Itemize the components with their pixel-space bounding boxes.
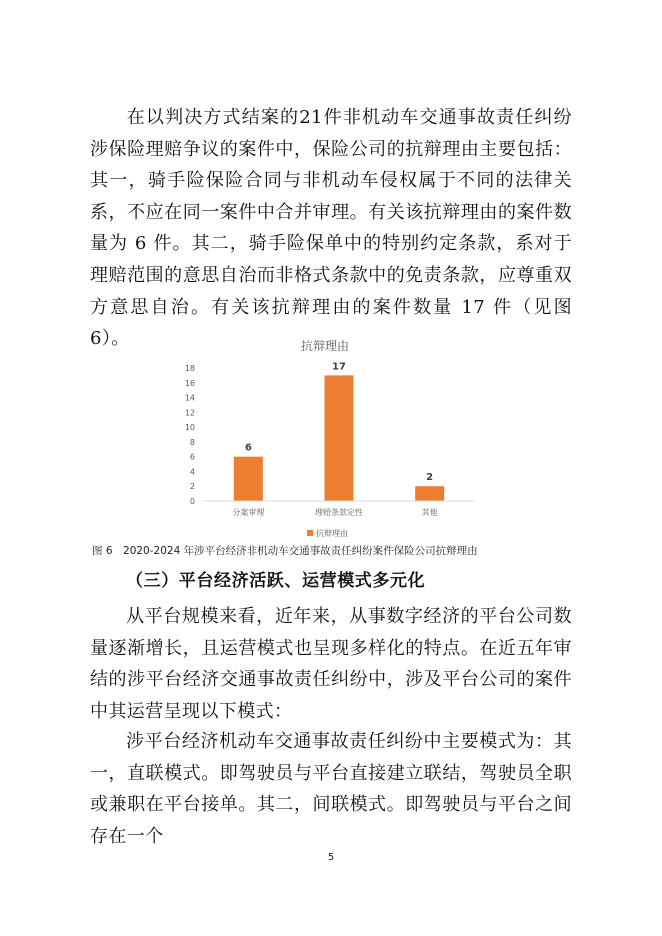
y-tick-label: 4 <box>189 467 195 477</box>
bar <box>415 486 444 501</box>
x-tick-label: 理赔条款定性 <box>315 508 363 517</box>
paragraph-operation-modes <box>90 726 572 852</box>
x-tick-label: 其他 <box>421 508 438 517</box>
bar-data-label: 2 <box>426 472 434 484</box>
y-tick-label: 8 <box>189 437 195 447</box>
section-heading: （三）平台经济活跃、运营模式多元化 <box>126 571 426 591</box>
paragraph-platform-scale <box>90 601 572 727</box>
y-tick-label: 10 <box>184 423 195 433</box>
chart-legend <box>307 528 348 538</box>
legend-swatch <box>307 530 313 536</box>
y-tick-label: 16 <box>184 378 195 388</box>
y-tick-label: 12 <box>184 408 195 418</box>
x-tick-label: 分案审理 <box>232 508 265 517</box>
page-number: 5 <box>327 852 335 863</box>
y-tick-label: 6 <box>189 452 195 462</box>
chart-title: 抗辩理由 <box>300 339 350 353</box>
y-tick-label: 0 <box>189 497 195 506</box>
bar <box>234 457 263 501</box>
figure-caption: 图 6 2020-2024 年涉平台经济非机动车交通事故责任纠纷案件保险公司抗辩理由 <box>92 545 478 557</box>
paragraph-text: 在以判决方式结案的21件非机动车交通事故责任纠纷涉保险理赔争议的案件中，保险公司的抗辩理由主要包括：其一，骑手险保险合同与非机动车侵权属于不同的法律关系，不应在同一案件中合并审理。有关该抗辩理由的案件数量为 6 件。其二，骑手险保单中的特别约定条款，系对于理赔范围的意思自治而非格式条款中的免责条款，应尊重双方意思自治。有关该抗辩理由的案件数量 17 件（见图 6）。 <box>90 107 572 350</box>
paragraph-text: 涉平台经济机动车交通事故责任纠纷中主要模式为：其一，直联模式。即驾驶员与平台直接建立联结，驾驶员全职或兼职在平台接单。其二，间联模式。即驾驶员与平台之间存在一个 <box>90 731 572 847</box>
bar-series <box>234 361 444 501</box>
bar <box>324 375 353 501</box>
paragraph-text: 从平台规模来看，近年来，从事数字经济的平台公司数量逐渐增长，且运营模式也呈现多样化的特点。在近五年审结的涉平台经济交通事故责任纠纷中，涉及平台公司的案件中其运营呈现以下模式： <box>90 606 572 722</box>
x-axis <box>203 501 475 517</box>
paragraph-insurance-defenses <box>90 102 572 355</box>
y-axis <box>185 364 195 506</box>
y-tick-label: 2 <box>189 482 195 492</box>
y-tick-label: 18 <box>184 364 195 373</box>
legend-label: 抗辩理由 <box>316 529 348 538</box>
bar-data-label: 17 <box>332 361 346 373</box>
defense-reasons-bar-chart <box>175 336 485 541</box>
bar-data-label: 6 <box>244 442 252 454</box>
y-tick-label: 14 <box>184 393 195 403</box>
